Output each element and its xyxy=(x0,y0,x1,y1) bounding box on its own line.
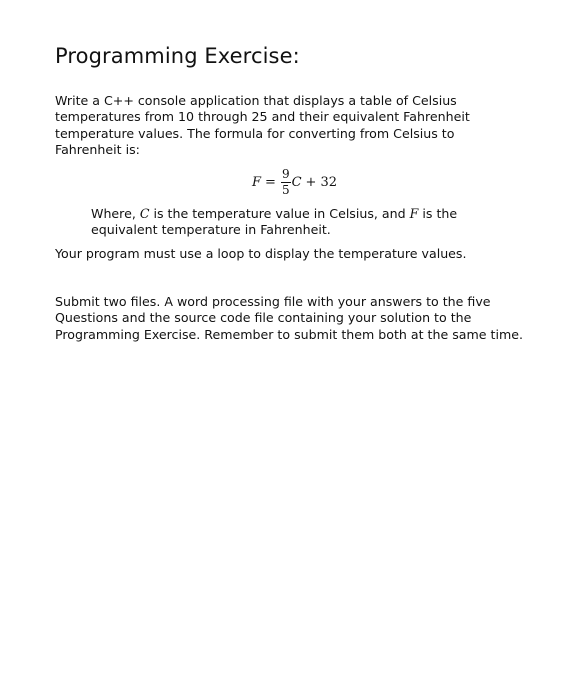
formula-lhs: F xyxy=(252,174,262,190)
formula-fraction xyxy=(281,168,291,197)
exercise-description: Write a C++ console application that displays a table of Celsius temperatures from 10 through 25 and their equivalent Fahrenheit temperature values. The formula for converting from Celsius to Fahrenheit is: xyxy=(55,93,470,157)
where-middle: is the temperature value in Celsius, and xyxy=(149,206,410,221)
page-title: Programming Exercise: xyxy=(55,44,300,68)
conversion-formula xyxy=(252,163,337,201)
celsius-symbol: C xyxy=(139,206,150,221)
fraction-numerator: 9 xyxy=(281,166,290,181)
where-prefix: Where, xyxy=(91,206,140,221)
loop-requirement: Your program must use a loop to display the temperature values. xyxy=(55,246,467,261)
formula-equals: = xyxy=(265,174,276,190)
fraction-denominator: 5 xyxy=(281,182,290,197)
formula-plus: + xyxy=(305,174,317,190)
formula-celsius-var: C xyxy=(291,174,302,190)
where-suffix: is the equivalent temperature in Fahrenheit. xyxy=(91,206,458,238)
formula-constant: 32 xyxy=(320,174,337,190)
submission-instructions: Submit two files. A word processing file with your answers to the five Questions and the source code file containing your solution to the Programming Exercise. Remember to submit them both at the same time. xyxy=(55,294,523,342)
fahrenheit-symbol: F xyxy=(409,206,419,221)
variable-explanation xyxy=(91,206,511,239)
